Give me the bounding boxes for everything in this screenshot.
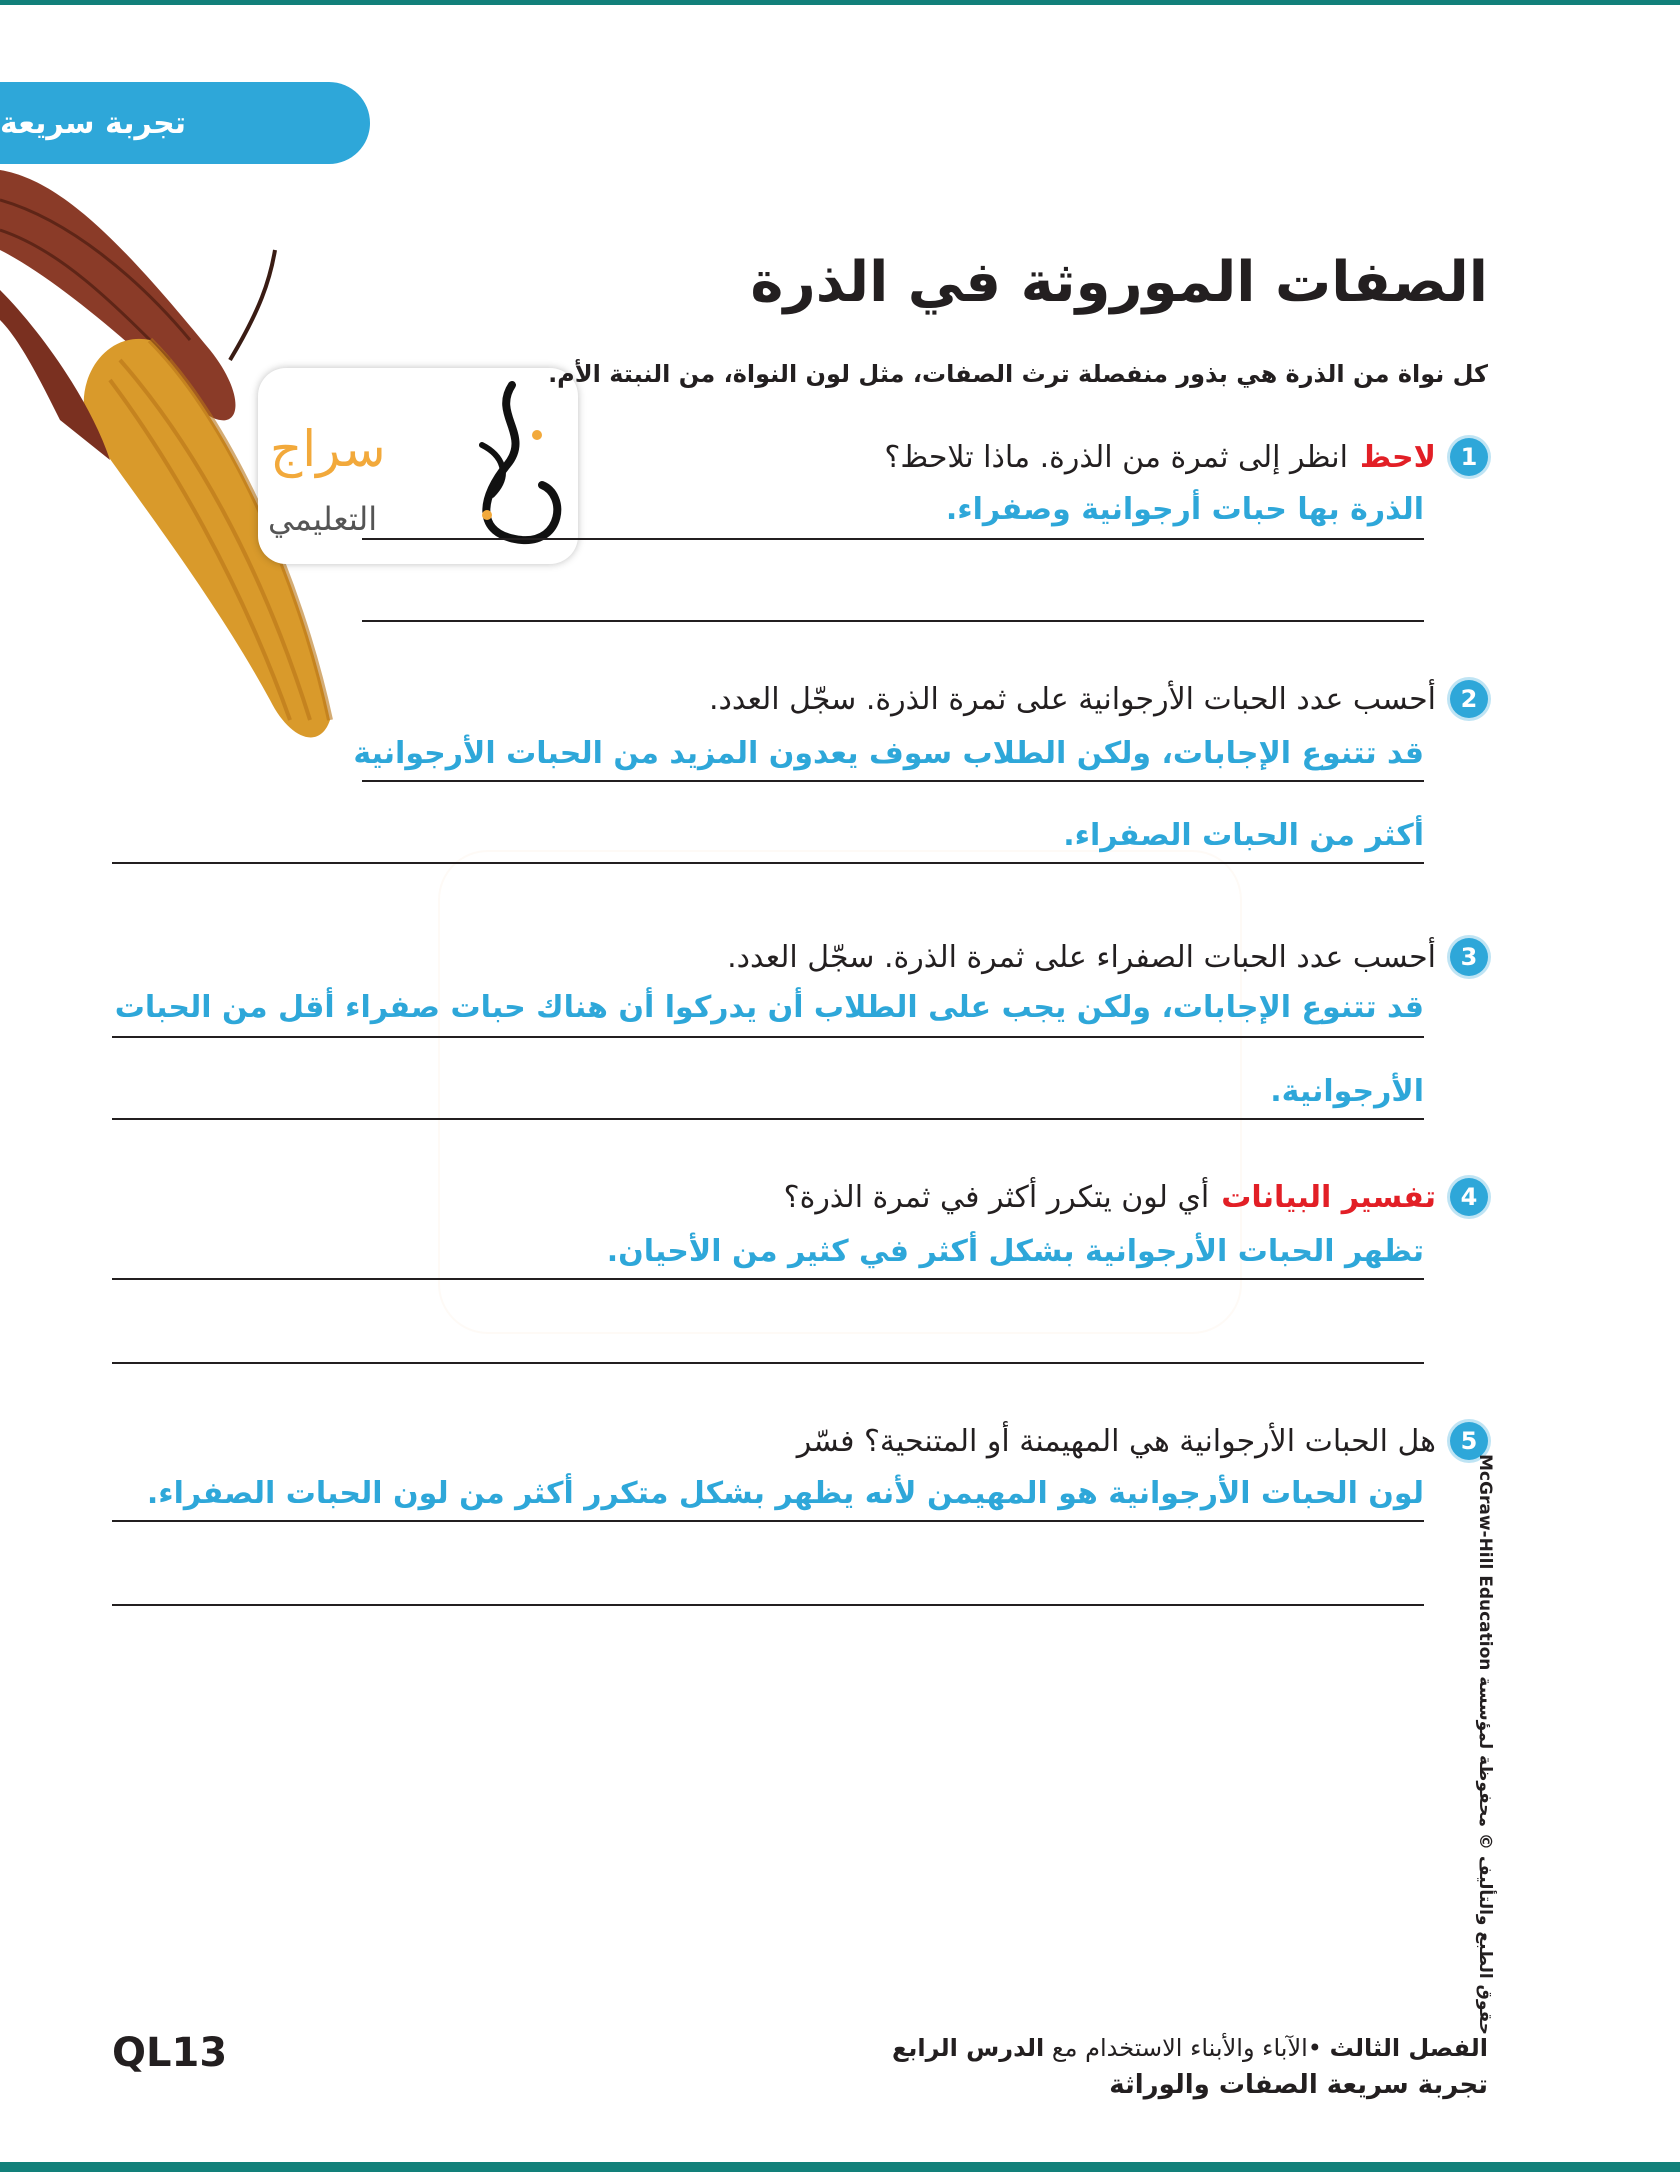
answer-text: أكثر من الحبات الصفراء. <box>1063 818 1424 853</box>
answer-text: لون الحبات الأرجوانية هو المهيمن لأنه يظهر بشكل متكرر أكثر من لون الحبات الصفراء. <box>146 1476 1424 1511</box>
answer-text: الأرجوانية. <box>1270 1074 1424 1109</box>
answer-line <box>362 620 1424 622</box>
question-3 <box>727 938 1488 976</box>
answer-line <box>112 1520 1424 1522</box>
section-tab <box>0 82 370 164</box>
answer-text: الذرة بها حبات أرجوانية وصفراء. <box>945 492 1424 527</box>
answer-text: تظهر الحبات الأرجوانية بشكل أكثر في كثير من الأحيان. <box>606 1234 1424 1269</box>
answer-line <box>112 1278 1424 1280</box>
page-code: QL13 <box>112 2030 228 2076</box>
question-number-badge: 4 <box>1450 1178 1488 1216</box>
question-number-badge: 5 <box>1450 1422 1488 1460</box>
question-text: أحسب عدد الحبات الصفراء على ثمرة الذرة. سجّل العدد. <box>727 939 1436 975</box>
question-text: أي لون يتكرر أكثر في ثمرة الذرة؟ <box>783 1179 1210 1215</box>
question-text: انظر إلى ثمرة من الذرة. ماذا تلاحظ؟ <box>884 439 1348 475</box>
question-text: هل الحبات الأرجوانية هي المهيمنة أو المتنحية؟ فسّر <box>796 1423 1436 1459</box>
answer-line <box>112 1604 1424 1606</box>
page-title: الصفات الموروثة في الذرة <box>750 250 1488 315</box>
question-number-badge: 1 <box>1450 438 1488 476</box>
answer-line <box>112 1118 1424 1120</box>
logo-text: سراج <box>270 420 386 478</box>
bottom-rule <box>0 2162 1680 2172</box>
section-tab-label: تجربة سريعة <box>0 105 187 141</box>
answer-text: قد تتنوع الإجابات، ولكن يجب على الطلاب أن يدركوا أن هناك حبات صفراء أقل من الحبات <box>114 990 1424 1025</box>
answer-line <box>112 1362 1424 1364</box>
answer-line <box>362 780 1424 782</box>
footer-chapter-note: •الآباء والأبناء الاستخدام مع <box>1051 2034 1322 2062</box>
logo-subtext: التعليمي <box>268 500 378 538</box>
intro-text: كل نواة من الذرة هي بذور منفصلة ترث الصفات، مثل لون النواة، من النبتة الأم. <box>548 360 1488 388</box>
footer-lesson: الدرس الرابع <box>892 2034 1045 2062</box>
answer-line <box>112 862 1424 864</box>
question-keyword: تفسير البيانات <box>1221 1179 1436 1215</box>
footer-topic: تجربة سريعة الصفات والوراثة <box>1109 2070 1488 2100</box>
question-4 <box>784 1178 1488 1216</box>
question-keyword: لاحظ <box>1359 439 1436 475</box>
answer-line <box>362 538 1424 540</box>
answer-text: قد تتنوع الإجابات، ولكن الطلاب سوف يعدون المزيد من الحبات الأرجوانية <box>353 736 1424 771</box>
footer-chapter-line <box>892 2034 1488 2062</box>
copyright-note: حقوق الطبع والتأليف © محفوظة لمؤسسة McGraw-Hill Education <box>1475 1454 1495 2035</box>
question-2 <box>709 680 1488 718</box>
logo-emblem <box>452 375 572 555</box>
question-text: أحسب عدد الحبات الأرجوانية على ثمرة الذرة. سجّل العدد. <box>708 681 1436 717</box>
answer-line <box>112 1036 1424 1038</box>
top-rule <box>0 0 1680 5</box>
question-5 <box>797 1422 1488 1460</box>
question-number-badge: 2 <box>1450 680 1488 718</box>
question-number-badge: 3 <box>1450 938 1488 976</box>
question-1 <box>884 438 1488 476</box>
footer-chapter: الفصل الثالث <box>1329 2034 1488 2062</box>
